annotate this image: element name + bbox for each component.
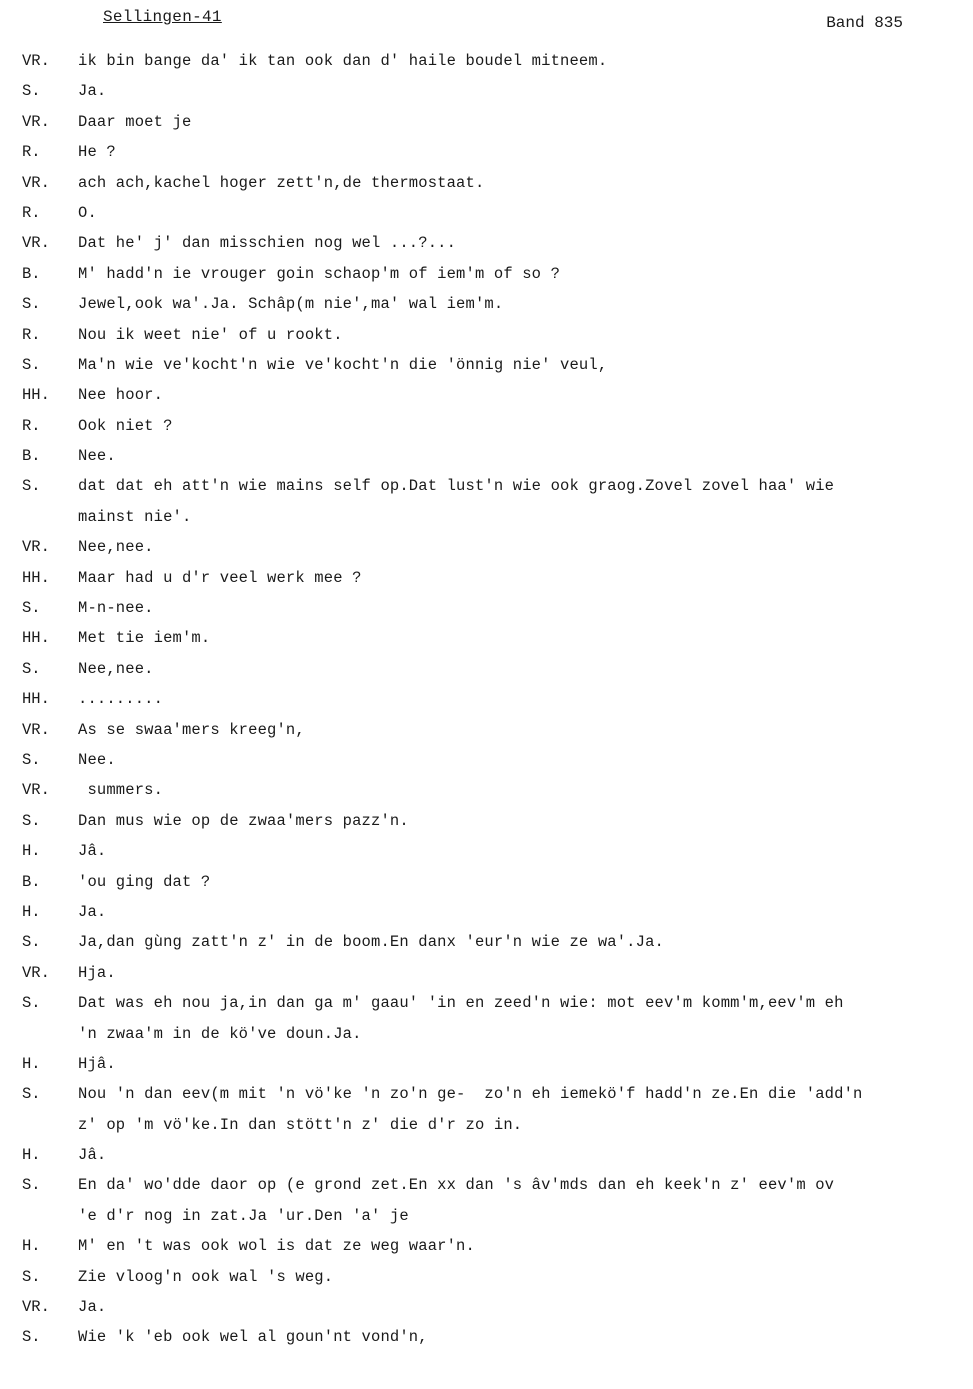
utterance-text: mainst nie'. (78, 507, 192, 526)
transcript-line (22, 927, 962, 957)
transcript-line (22, 897, 962, 927)
utterance-text: Nee. (78, 750, 116, 769)
utterance-text: Dan mus wie op de zwaa'mers pazz'n. (78, 811, 409, 830)
transcript-line (22, 471, 962, 501)
transcript-line (22, 1231, 962, 1261)
utterance-text: M' hadd'n ie vrouger goin schaop'm of iem'm of so ? (78, 264, 561, 283)
transcript-line (22, 168, 962, 198)
transcript-lines (22, 46, 962, 1353)
speaker-label: S. (22, 1328, 41, 1347)
speaker-label: H. (22, 1146, 41, 1165)
speaker-label: S. (22, 750, 41, 769)
utterance-text: dat dat eh att'n wie mains self op.Dat lust'n wie ook graog.Zovel zovel haa' wie (78, 477, 835, 496)
utterance-text: Ja,dan gùng zatt'n z' in de boom.En danx 'eur'n wie ze wa'.Ja. (78, 933, 664, 952)
speaker-label: VR. (22, 1298, 50, 1317)
speaker-label: HH. (22, 568, 50, 587)
utterance-text: Met tie iem'm. (78, 629, 211, 648)
speaker-label: S. (22, 1267, 41, 1286)
transcript-line (22, 1079, 962, 1109)
utterance-text: O. (78, 203, 97, 222)
utterance-text: z' op 'm vö'ke.In dan stött'n z' die d'r zo in. (78, 1115, 523, 1134)
speaker-label: VR. (22, 720, 50, 739)
transcript-line (22, 532, 962, 562)
speaker-label: S. (22, 811, 41, 830)
transcript-line (22, 228, 962, 258)
document-title: Sellingen-41 (103, 8, 222, 26)
speaker-label: R. (22, 325, 41, 344)
utterance-text: ......... (78, 690, 164, 709)
utterance-text: M-n-nee. (78, 599, 154, 618)
utterance-text: 'ou ging dat ? (78, 872, 211, 891)
transcript-line (22, 745, 962, 775)
speaker-label: S. (22, 82, 41, 101)
utterance-text: Nee,nee. (78, 538, 154, 557)
transcript-line (22, 836, 962, 866)
transcript-continuation-line (22, 1110, 962, 1140)
speaker-label: S. (22, 477, 41, 496)
speaker-label: R. (22, 416, 41, 435)
speaker-label: VR. (22, 112, 50, 131)
utterance-text: Maar had u d'r veel werk mee ? (78, 568, 362, 587)
speaker-label: S. (22, 599, 41, 618)
utterance-text: Zie vloog'n ook wal 's weg. (78, 1267, 334, 1286)
utterance-text: Jâ. (78, 1146, 107, 1165)
speaker-label: B. (22, 264, 41, 283)
transcript-line (22, 46, 962, 76)
speaker-label: VR. (22, 963, 50, 982)
transcript-line (22, 441, 962, 471)
utterance-text: Dat was eh nou ja,in dan ga m' gaau' 'in en zeed'n wie: mot eev'm komm'm,eev'm eh (78, 994, 844, 1013)
speaker-label: HH. (22, 629, 50, 648)
transcript-line (22, 107, 962, 137)
transcript-line (22, 988, 962, 1018)
transcript-line (22, 1322, 962, 1352)
speaker-label: B. (22, 872, 41, 891)
transcript-line (22, 1049, 962, 1079)
utterance-text: Nou ik weet nie' of u rookt. (78, 325, 343, 344)
utterance-text: Wie 'k 'eb ook wel al goun'nt vond'n, (78, 1328, 428, 1347)
utterance-text: Jewel,ook wa'.Ja. Schâp(m nie',ma' wal iem'm. (78, 295, 504, 314)
speaker-label: VR. (22, 52, 50, 70)
utterance-text: Ja. (78, 1298, 107, 1317)
speaker-label: B. (22, 447, 41, 466)
utterance-text: En da' wo'dde daor op (e grond zet.En xx dan 's âv'mds dan eh keek'n z' eev'm ov (78, 1176, 835, 1195)
speaker-label: S. (22, 355, 41, 374)
utterance-text: Daar moet je (78, 112, 192, 131)
utterance-text: 'e d'r nog in zat.Ja 'ur.Den 'a' je (78, 1206, 409, 1225)
speaker-label: R. (22, 203, 41, 222)
transcript-line (22, 137, 962, 167)
transcript-line (22, 563, 962, 593)
utterance-text: Jâ. (78, 842, 107, 861)
speaker-label: VR. (22, 234, 50, 253)
transcript-line (22, 684, 962, 714)
utterance-text: M' en 't was ook wol is dat ze weg waar'n. (78, 1237, 475, 1256)
transcript-line (22, 593, 962, 623)
transcript-line (22, 623, 962, 653)
transcript-line (22, 1262, 962, 1292)
speaker-label: VR. (22, 173, 50, 192)
speaker-label: H. (22, 902, 41, 921)
transcript-line (22, 198, 962, 228)
utterance-text: Ook niet ? (78, 416, 173, 435)
utterance-text: Ja. (78, 902, 107, 921)
transcript-line (22, 320, 962, 350)
utterance-text: Nee,nee. (78, 659, 154, 678)
transcript-line (22, 289, 962, 319)
transcript-line (22, 350, 962, 380)
utterance-text: Nou 'n dan eev(m mit 'n vö'ke 'n zo'n ge- zo'n eh iemekö'f hadd'n ze.En die 'add'n (78, 1085, 863, 1104)
speaker-label: H. (22, 1054, 41, 1073)
transcript-line (22, 715, 962, 745)
utterance-text: Dat he' j' dan misschien nog wel ...?... (78, 234, 457, 253)
transcript-line (22, 1170, 962, 1200)
speaker-label: S. (22, 933, 41, 952)
transcript-continuation-line (22, 502, 962, 532)
speaker-label: S. (22, 659, 41, 678)
speaker-label: S. (22, 994, 41, 1013)
transcript-line (22, 775, 962, 805)
transcript-line (22, 76, 962, 106)
speaker-label: R. (22, 143, 41, 162)
transcript-line (22, 806, 962, 836)
utterance-text: He ? (78, 143, 116, 162)
speaker-label: VR. (22, 538, 50, 557)
utterance-text: Ja. (78, 82, 107, 101)
transcript-continuation-line (22, 1201, 962, 1231)
transcript-line (22, 1140, 962, 1170)
utterance-text: ik bin bange da' ik tan ook dan d' haile boudel mitneem. (78, 52, 608, 70)
transcript-line (22, 654, 962, 684)
speaker-label: H. (22, 1237, 41, 1256)
speaker-label: HH. (22, 386, 50, 405)
transcript-line (22, 958, 962, 988)
transcript-line (22, 867, 962, 897)
speaker-label: VR. (22, 781, 50, 800)
speaker-label: HH. (22, 690, 50, 709)
utterance-text: Hjâ. (78, 1054, 116, 1073)
utterance-text: Nee hoor. (78, 386, 164, 405)
speaker-label: H. (22, 842, 41, 861)
utterance-text: Ma'n wie ve'kocht'n wie ve'kocht'n die 'önnig nie' veul, (78, 355, 608, 374)
utterance-text: As se swaa'mers kreeg'n, (78, 720, 305, 739)
utterance-text: Hja. (78, 963, 116, 982)
band-number: Band 835 (826, 14, 903, 32)
utterance-text: summers. (78, 781, 164, 800)
utterance-text: ach ach,kachel hoger zett'n,de thermostaat. (78, 173, 485, 192)
transcript-line (22, 411, 962, 441)
speaker-label: S. (22, 295, 41, 314)
transcript-line (22, 259, 962, 289)
transcript-continuation-line (22, 1019, 962, 1049)
transcript-line (22, 1292, 962, 1322)
utterance-text: 'n zwaa'm in de kö've doun.Ja. (78, 1024, 362, 1043)
speaker-label: S. (22, 1176, 41, 1195)
utterance-text: Nee. (78, 447, 116, 466)
transcript-line (22, 380, 962, 410)
speaker-label: S. (22, 1085, 41, 1104)
